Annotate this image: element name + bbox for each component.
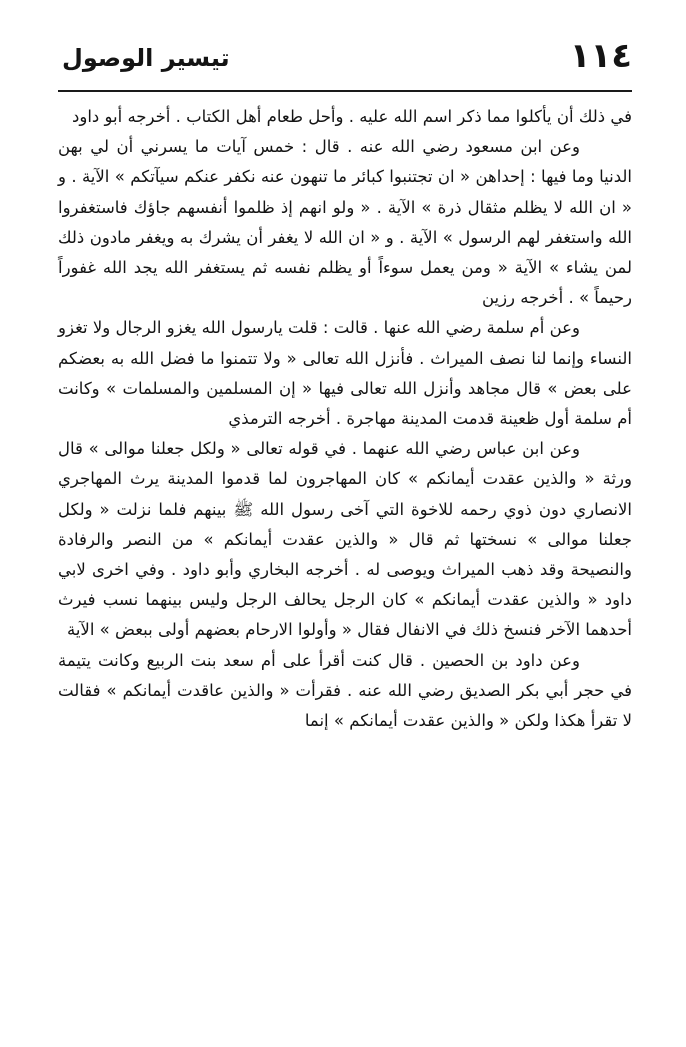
document-page [58, 28, 632, 1018]
paragraph: وعن أم سلمة رضي الله عنها . قالت : قلت يارسول الله يغزو الرجال ولا تغزو النساء وإنما لنا نصف الميراث . فأنزل الله تعالى « ولا تتمنوا ما فضل الله به بعضكم على بعض » قال مجاهد وأنزل الله تعالى فيها « إن المسلمين والمسلمات » وكانت أم سلمة أول ظعينة قدمت المدينة مهاجرة . أخرجه الترمذي [58, 318, 632, 429]
paragraph: وعن داود بن الحصين . قال كنت أقرأ على أم سعد بنت الربيع وكانت يتيمة في حجر أبي بكر الصديق رضي الله عنه . فقرأت « والذين عاقدت أيمانكم » فقالت لا تقرأ هكذا ولكن « والذين عقدت أيمانكم » إنما [58, 650, 632, 731]
running-title: تيسير الوصول [62, 44, 230, 72]
header-rule [58, 90, 632, 92]
paragraph: وعن ابن مسعود رضي الله عنه . قال : خمس آيات ما يسرني أن لي بهن الدنيا وما فيها : إحداهن « ان تجتنبوا كبائر ما تنهون عنه نكفر عنكم سيآتكم » الآية . و « ان الله لا يظلم مثقال ذرة » الآية . « ولو انهم إذ ظلموا أنفسهم جاؤك فاستغفروا الله واستغفر لهم الرسول » الآية . و « ان الله لا يغفر أن يشرك به ويغفر مادون ذلك لمن يشاء » الآية « ومن يعمل سوءاً أو يظلم نفسه ثم يستغفر الله يجد الله غفوراً رحيماً » . أخرجه رزين [58, 137, 632, 308]
page-header [58, 28, 632, 78]
body-text [58, 102, 632, 736]
page-number: ١١٤ [569, 36, 632, 76]
paragraph: وعن ابن عباس رضي الله عنهما . في قوله تعالى « ولكل جعلنا موالى » قال ورثة « والذين عقدت أيمانكم » كان المهاجرون لما قدموا المدينة يرث المهاجري الانصاري دون ذوي رحمه للاخوة التي آخى رسول الله ﷺ بينهم فلما نزلت « ولكل جعلنا موالى » نسختها ثم قال « والذين عقدت أيمانكم » من النصر والرفادة والنصيحة وقد ذهب الميراث ويوصى له . أخرجه البخاري وأبو داود . وفي اخرى لابي داود « والذين عقدت أيمانكم » كان الرجل يحالف الرجل وليس بينهما نسب فيرث أحدهما الآخر فنسخ ذلك في الانفال فقال « وأولوا الارحام بعضهم أولى ببعض » الآية [58, 439, 632, 640]
paragraph: في ذلك أن يأكلوا مما ذكر اسم الله عليه . وأحل طعام أهل الكتاب . أخرجه أبو داود [72, 107, 632, 126]
